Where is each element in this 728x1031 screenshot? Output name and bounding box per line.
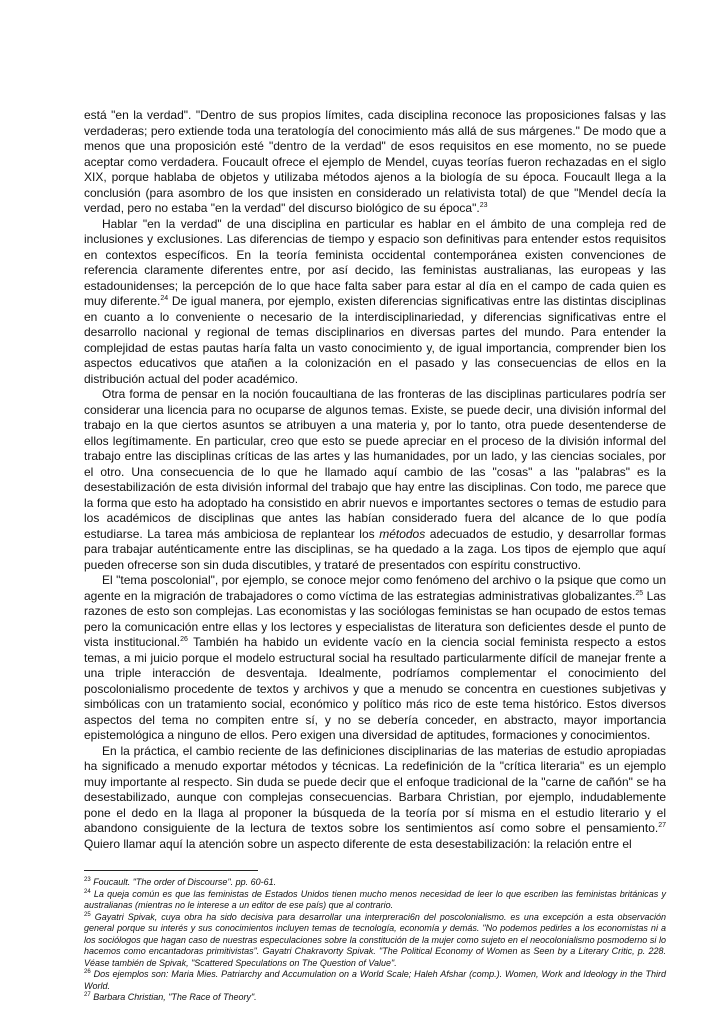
footnote-text: Gayatri Spivak, cuya obra ha sido decisiva para desarrollar una interpreraci6n del poscolonialismo. es una excepción a esta observación general porque su interés y sus conocimientos incluyen temas de tecnología, economía y demás. "No podemos pedirles a los economistas ni a los sociólogos que hagan caso de nuestras especulaciones sobre la constitución de la mujer como sujeto en el neocolonialismo posmoderno si lo hacemos como encantadoras primitivistas". Gayatri Chakravorty Spivak. "The Political Economy of Women as Seen by a Literary Critic, p. 228. Véase también de Spivak, "Scattered Speculations on The Question of Value". — [84, 911, 666, 968]
paragraph — [84, 108, 666, 217]
footnote-text: Dos ejemplos son: Maria Mies. Patriarchy and Accumulation on a World Scale; Haleh Afshar (comp.). Women, Work and Ideology in the Third World. — [84, 969, 666, 991]
footnote-number: 26 — [84, 969, 91, 975]
footnote-ref: 27 — [658, 822, 666, 829]
footnote-number: 25 — [84, 911, 91, 918]
text-run: De igual manera, por ejemplo, existen diferencias significativas entre las distintas disciplinas en cuanto a lo conveniente o necesario de la interdisciplinariedad, y diferencias significativas entre el desarrollo nacional y regional de temas disciplinarios en diversas partes del mundo. Para entender la complejidad de estas pautas haría falta un vasto conocimiento y, de igual importancia, comprender bien los aspectos educativos que atañen a la colonización en el pasado y las consecuencias de ellos en la distribución actual del poder académico. — [84, 294, 666, 386]
footnote-ref: 26 — [180, 636, 188, 643]
footnote — [84, 969, 666, 992]
text-run: También ha habido un evidente vacío en la ciencia social feminista respecto a estos temas, a mi juicio porque el modelo estructural social ha resultado particularmente difícil de manejar frente a una triple interacción de desventaja. Idealmente, podríamos complementar el conocimiento del poscolonialismo procedente de textos y archivos y que a menudo se concentra en cuestiones subjetivas y simbólicas con un tratamiento social, económico y político más rico de este tema histórico. Estos diversos aspectos del tema no compiten entre sí, y no se debería conceder, en abstracto, mayor importancia epistemológica a ninguno de ellos. Pero exigen una diversidad de aptitudes, formaciones y conocimientos. — [84, 635, 666, 742]
emphasized-text: métodos — [379, 526, 426, 541]
paragraph — [84, 217, 666, 388]
text-run: Hablar "en la verdad" de una disciplina en particular es hablar en el ámbito de una compleja red de inclusiones y exclusiones. Las diferencias de tiempo y espacio son definitivas para entender estos requisitos en contextos específicos. En la teoría feminista occidental contemporánea existen convenciones de referencia claramente diferentes entre, por así decido, las feministas australianas, las europeas y las estadounidenses; la percepción de lo que hace falta saber para estar al día en el campo de cada quien es muy diferente. — [84, 216, 666, 308]
footnote — [84, 889, 666, 912]
footnote-ref: 23 — [479, 202, 488, 209]
footnote — [84, 877, 666, 889]
footnote-ref: 24 — [160, 295, 169, 302]
text-run: El "tema poscolonial", por ejemplo, se conoce mejor como fenómeno del archivo o la psique que como un agente en la migración de trabajadores o como víctima de las estrategias administrativas globalizantes. — [84, 573, 666, 603]
paragraph — [84, 744, 666, 853]
footnote-text: La queja común es que las feministas de Estados Unidos tienen mucho menos necesidad de leer lo que escriben las feministas británicas y australianas (mientras no le interese a un editor de ese país) que al contrario. — [84, 888, 666, 910]
footnote-number: 23 — [84, 877, 91, 883]
footnote-divider — [84, 870, 258, 871]
footnote-text: Foucault. "The order of Discourse". pp. 60-61. — [90, 877, 277, 887]
footnote-text: Barbara Christian, "The Race of Theory". — [90, 992, 257, 1002]
text-run: está "en la verdad". "Dentro de sus propios límites, cada disciplina reconoce las proposiciones falsas y las verdaderas; pero extiende toda una teratología del conocimiento más allá de sus márgenes." De modo que a menos que una proposición esté "dentro de la verdad" de esos requisitos en ese momento, no se puede aceptar como verdadera. Foucault ofrece el ejemplo de Mendel, cuyas teorías fueron rechazadas en el siglo XIX, porque hablaba de objetos y utilizaba métodos ajenos a la biología de su época. Foucault llega a la conclusión (para asombro de los que insisten en considerado un relativista total) de que "Mendel decía la verdad, pero no estaba "en la verdad" del discurso biológico de su época". — [84, 108, 666, 215]
text-run: Otra forma de pensar en la noción foucaultiana de las fronteras de las disciplinas particulares podría ser considerar una licencia para no ocuparse de algunos temas. Existe, se puede decir, una división informal del trabajo en la que ciertos asuntos se atribuyen a una materia y, por lo tanto, otra puede desentenderse de ellos legítimamente. En particular, creo que esto se puede apreciar en el proceso de la división informal del trabajo entre las disciplinas críticas de las artes y las humanidades, por un lado, y las ciencias sociales, por el otro. Una consecuencia de lo que he llamado aquí cambio de las "cosas" a las "palabras" es la desestabilización de esta división informal del trabajo que hay entre las disciplinas. Con todo, me parece que la forma que esto ha adoptado ha consistido en abrir nuevos e importantes sectores o temas de estudio para los académicos de disciplinas que antes las habían considerado fuera del alcance de lo que podía estudiarse. La tarea más ambiciosa de replantear los — [84, 387, 666, 541]
paragraph — [84, 573, 666, 744]
footnote-number: 24 — [84, 888, 91, 895]
footnotes — [84, 877, 666, 1004]
footnote-number: 27 — [84, 992, 91, 998]
text-run: Quiero llamar aquí la atención sobre un aspecto diferente de esta desestabilización: la relación entre el — [84, 836, 632, 851]
paragraph — [84, 387, 666, 573]
footnote — [84, 912, 666, 970]
text-run: Las razones de esto son complejas. Las economistas y las sociólogas feministas se han ocupado de estos temas pero la comunicación entre ellas y los lectores y especialistas de literatura son deficientes desde el punto de vista institucional. — [84, 588, 666, 649]
body-text — [84, 108, 666, 852]
footnote-ref: 25 — [635, 589, 644, 597]
text-run: En la práctica, el cambio reciente de las definiciones disciplinarias de las materias de estudio apropiadas ha significado a menudo exportar métodos y técnicas. La redefinición de la "crítica literaria" es un ejemplo muy importante al respecto. Sin duda se puede decir que el enfoque tradicional de la "carne de cañón" se ha desestabilizado, aunque con complejas consecuencias. Barbara Christian, por ejemplo, indudablemente pone el dedo en la llaga al proponer la búsqueda de la teoría por sí misma en el estudio literario y el abandono consiguiente de la lectura de textos sobre los sentimientos así como sobre el pensamiento. — [84, 743, 666, 835]
footnote — [84, 992, 666, 1004]
text-run: adecuados de estudio, y desarrollar formas para trabajar auténticamente entre las disciplinas, se ha quedado a la zaga. Los tipos de ejemplo que aquí pueden ofrecerse son sin duda discutibles, y trataré de presentados con espíritu constructivo. — [84, 526, 666, 572]
